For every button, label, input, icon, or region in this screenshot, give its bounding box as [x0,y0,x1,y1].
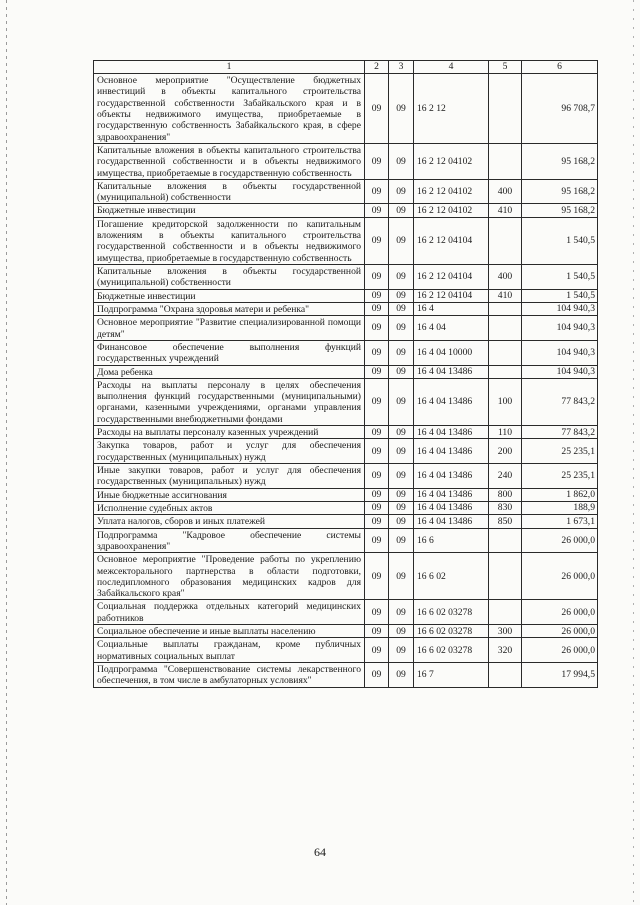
row-name: Социальные выплаты гражданам, кроме публичных нормативных социальных выплат [94,638,365,663]
amount: 104 940,3 [522,340,598,365]
amount: 17 994,5 [522,663,598,688]
expense-type-code: 400 [489,265,522,290]
table-row [94,179,598,204]
amount: 26 000,0 [522,528,598,553]
table-row [94,265,598,290]
subsection-code: 09 [389,600,414,625]
table-row [94,528,598,553]
subsection-code: 09 [389,528,414,553]
table-header [94,61,598,74]
table-body [94,74,598,688]
section-code: 09 [365,625,389,638]
amount: 1 540,5 [522,265,598,290]
target-article-code: 16 2 12 04102 [414,143,489,179]
section-code: 09 [365,501,389,514]
target-article-code: 16 4 04 10000 [414,340,489,365]
row-name: Иные закупки товаров, работ и услуг для обеспечения государственных (муниципальных) нужд [94,464,365,489]
subsection-code: 09 [389,365,414,378]
section-code: 09 [365,663,389,688]
table-row [94,464,598,489]
section-code: 09 [365,217,389,264]
expense-type-code: 240 [489,464,522,489]
section-code: 09 [365,553,389,600]
target-article-code: 16 4 04 13486 [414,378,489,425]
target-article-code: 16 4 04 13486 [414,488,489,501]
table-row [94,204,598,217]
row-name: Дома ребенка [94,365,365,378]
section-code: 09 [365,340,389,365]
subsection-code: 09 [389,265,414,290]
header-col-6: 6 [522,61,598,74]
target-article-code: 16 6 [414,528,489,553]
amount: 25 235,1 [522,464,598,489]
amount: 26 000,0 [522,553,598,600]
expense-type-code [489,365,522,378]
table-row [94,426,598,439]
target-article-code: 16 4 04 13486 [414,365,489,378]
expense-type-code [489,74,522,144]
table-row [94,553,598,600]
subsection-code: 09 [389,439,414,464]
amount: 77 843,2 [522,426,598,439]
target-article-code: 16 2 12 04104 [414,217,489,264]
target-article-code: 16 2 12 04104 [414,289,489,302]
subsection-code: 09 [389,553,414,600]
header-col-5: 5 [489,61,522,74]
amount: 104 940,3 [522,302,598,315]
table-row [94,143,598,179]
table-row [94,365,598,378]
subsection-code: 09 [389,204,414,217]
subsection-code: 09 [389,217,414,264]
target-article-code: 16 4 04 13486 [414,501,489,514]
page-number: 64 [314,845,326,859]
row-name: Основное мероприятие "Развитие специализированной помощи детям" [94,316,365,341]
section-code: 09 [365,143,389,179]
target-article-code: 16 4 04 13486 [414,439,489,464]
budget-table-container [93,60,597,688]
subsection-code: 09 [389,289,414,302]
header-row [94,61,598,74]
subsection-code: 09 [389,464,414,489]
amount: 1 540,5 [522,217,598,264]
expense-type-code [489,553,522,600]
amount: 1 540,5 [522,289,598,302]
target-article-code: 16 6 02 [414,553,489,600]
amount: 188,9 [522,501,598,514]
row-name: Закупка товаров, работ и услуг для обеспечения государственных (муниципальных) нужд [94,439,365,464]
target-article-code: 16 6 02 03278 [414,625,489,638]
row-name: Уплата налогов, сборов и иных платежей [94,515,365,528]
table-row [94,302,598,315]
row-name: Основное мероприятие "Осуществление бюджетных инвестиций в объекты капитального строительства государственной собственности Забайкальского края и в объекты недвижимого имущества, приобретаемые в государственную собственность Забайкальского края, в сфере здравоохранения" [94,74,365,144]
row-name: Капитальные вложения в объекты государственной (муниципальной) собственности [94,265,365,290]
header-col-1: 1 [94,61,365,74]
subsection-code: 09 [389,179,414,204]
target-article-code: 16 6 02 03278 [414,600,489,625]
table-row [94,340,598,365]
expense-type-code [489,143,522,179]
section-code: 09 [365,638,389,663]
section-code: 09 [365,439,389,464]
expense-type-code: 830 [489,501,522,514]
table-row [94,663,598,688]
subsection-code: 09 [389,663,414,688]
expense-type-code [489,316,522,341]
section-code: 09 [365,426,389,439]
expense-type-code: 400 [489,179,522,204]
section-code: 09 [365,265,389,290]
row-name: Подпрограмма "Совершенствование системы лекарственного обеспечения, в том числе в амбулаторных условиях" [94,663,365,688]
row-name: Исполнение судебных актов [94,501,365,514]
section-code: 09 [365,74,389,144]
section-code: 09 [365,515,389,528]
amount: 26 000,0 [522,625,598,638]
amount: 77 843,2 [522,378,598,425]
table-row [94,501,598,514]
amount: 104 940,3 [522,316,598,341]
amount: 95 168,2 [522,204,598,217]
row-name: Социальная поддержка отдельных категорий медицинских работников [94,600,365,625]
row-name: Капитальные вложения в объекты капитального строительства государственной собственности и в объекты недвижимого имущества, приобретаемые в государственную собственность [94,143,365,179]
row-name: Погашение кредиторской задолженности по капитальным вложениям в объекты капитального строительства государственной собственности и в объекты недвижимого имущества, приобретаемые в государственную собственность [94,217,365,264]
subsection-code: 09 [389,316,414,341]
target-article-code: 16 4 [414,302,489,315]
target-article-code: 16 2 12 04102 [414,204,489,217]
target-article-code: 16 6 02 03278 [414,638,489,663]
expense-type-code: 110 [489,426,522,439]
section-code: 09 [365,528,389,553]
amount: 95 168,2 [522,179,598,204]
row-name: Расходы на выплаты персоналу казенных учреждений [94,426,365,439]
scan-edge-left [6,0,7,905]
header-col-2: 2 [365,61,389,74]
header-col-4: 4 [414,61,489,74]
subsection-code: 09 [389,378,414,425]
amount: 26 000,0 [522,638,598,663]
expense-type-code: 850 [489,515,522,528]
expense-type-code [489,217,522,264]
expense-type-code: 410 [489,204,522,217]
section-code: 09 [365,464,389,489]
expense-type-code: 800 [489,488,522,501]
budget-table [93,60,598,688]
row-name: Бюджетные инвестиции [94,289,365,302]
subsection-code: 09 [389,515,414,528]
table-row [94,289,598,302]
expense-type-code: 320 [489,638,522,663]
row-name: Подпрограмма "Кадровое обеспечение системы здравоохранения" [94,528,365,553]
table-row [94,316,598,341]
amount: 95 168,2 [522,143,598,179]
target-article-code: 16 7 [414,663,489,688]
expense-type-code: 410 [489,289,522,302]
subsection-code: 09 [389,501,414,514]
amount: 104 940,3 [522,365,598,378]
amount: 96 708,7 [522,74,598,144]
section-code: 09 [365,378,389,425]
amount: 26 000,0 [522,600,598,625]
row-name: Расходы на выплаты персоналу в целях обеспечения выполнения функций государственными (муниципальными) органами, казенными учреждениями, органами управления государственными внебюджетными фондами [94,378,365,425]
table-row [94,515,598,528]
row-name: Социальное обеспечение и иные выплаты населению [94,625,365,638]
table-row [94,378,598,425]
section-code: 09 [365,488,389,501]
table-row [94,74,598,144]
row-name: Иные бюджетные ассигнования [94,488,365,501]
scan-edge-right [633,0,634,905]
section-code: 09 [365,204,389,217]
table-row [94,217,598,264]
table-row [94,488,598,501]
row-name: Основное мероприятие "Проведение работы по укреплению межсекторального партнерства в области подготовки, последипломного образования медицинских кадров для Забайкальского края" [94,553,365,600]
table-row [94,638,598,663]
table-row [94,625,598,638]
header-col-3: 3 [389,61,414,74]
subsection-code: 09 [389,638,414,663]
expense-type-code [489,340,522,365]
amount: 25 235,1 [522,439,598,464]
expense-type-code: 100 [489,378,522,425]
expense-type-code [489,663,522,688]
table-row [94,600,598,625]
section-code: 09 [365,302,389,315]
expense-type-code [489,528,522,553]
target-article-code: 16 2 12 [414,74,489,144]
subsection-code: 09 [389,340,414,365]
expense-type-code: 200 [489,439,522,464]
subsection-code: 09 [389,143,414,179]
section-code: 09 [365,316,389,341]
subsection-code: 09 [389,302,414,315]
row-name: Капитальные вложения в объекты государственной (муниципальной) собственности [94,179,365,204]
section-code: 09 [365,600,389,625]
target-article-code: 16 4 04 13486 [414,515,489,528]
target-article-code: 16 2 12 04104 [414,265,489,290]
target-article-code: 16 4 04 [414,316,489,341]
subsection-code: 09 [389,488,414,501]
subsection-code: 09 [389,74,414,144]
expense-type-code: 300 [489,625,522,638]
subsection-code: 09 [389,426,414,439]
section-code: 09 [365,179,389,204]
section-code: 09 [365,365,389,378]
subsection-code: 09 [389,625,414,638]
target-article-code: 16 4 04 13486 [414,464,489,489]
target-article-code: 16 4 04 13486 [414,426,489,439]
section-code: 09 [365,289,389,302]
row-name: Подпрограмма "Охрана здоровья матери и ребенка" [94,302,365,315]
amount: 1 862,0 [522,488,598,501]
row-name: Бюджетные инвестиции [94,204,365,217]
expense-type-code [489,302,522,315]
row-name: Финансовое обеспечение выполнения функций государственных учреждений [94,340,365,365]
target-article-code: 16 2 12 04102 [414,179,489,204]
table-row [94,439,598,464]
expense-type-code [489,600,522,625]
amount: 1 673,1 [522,515,598,528]
